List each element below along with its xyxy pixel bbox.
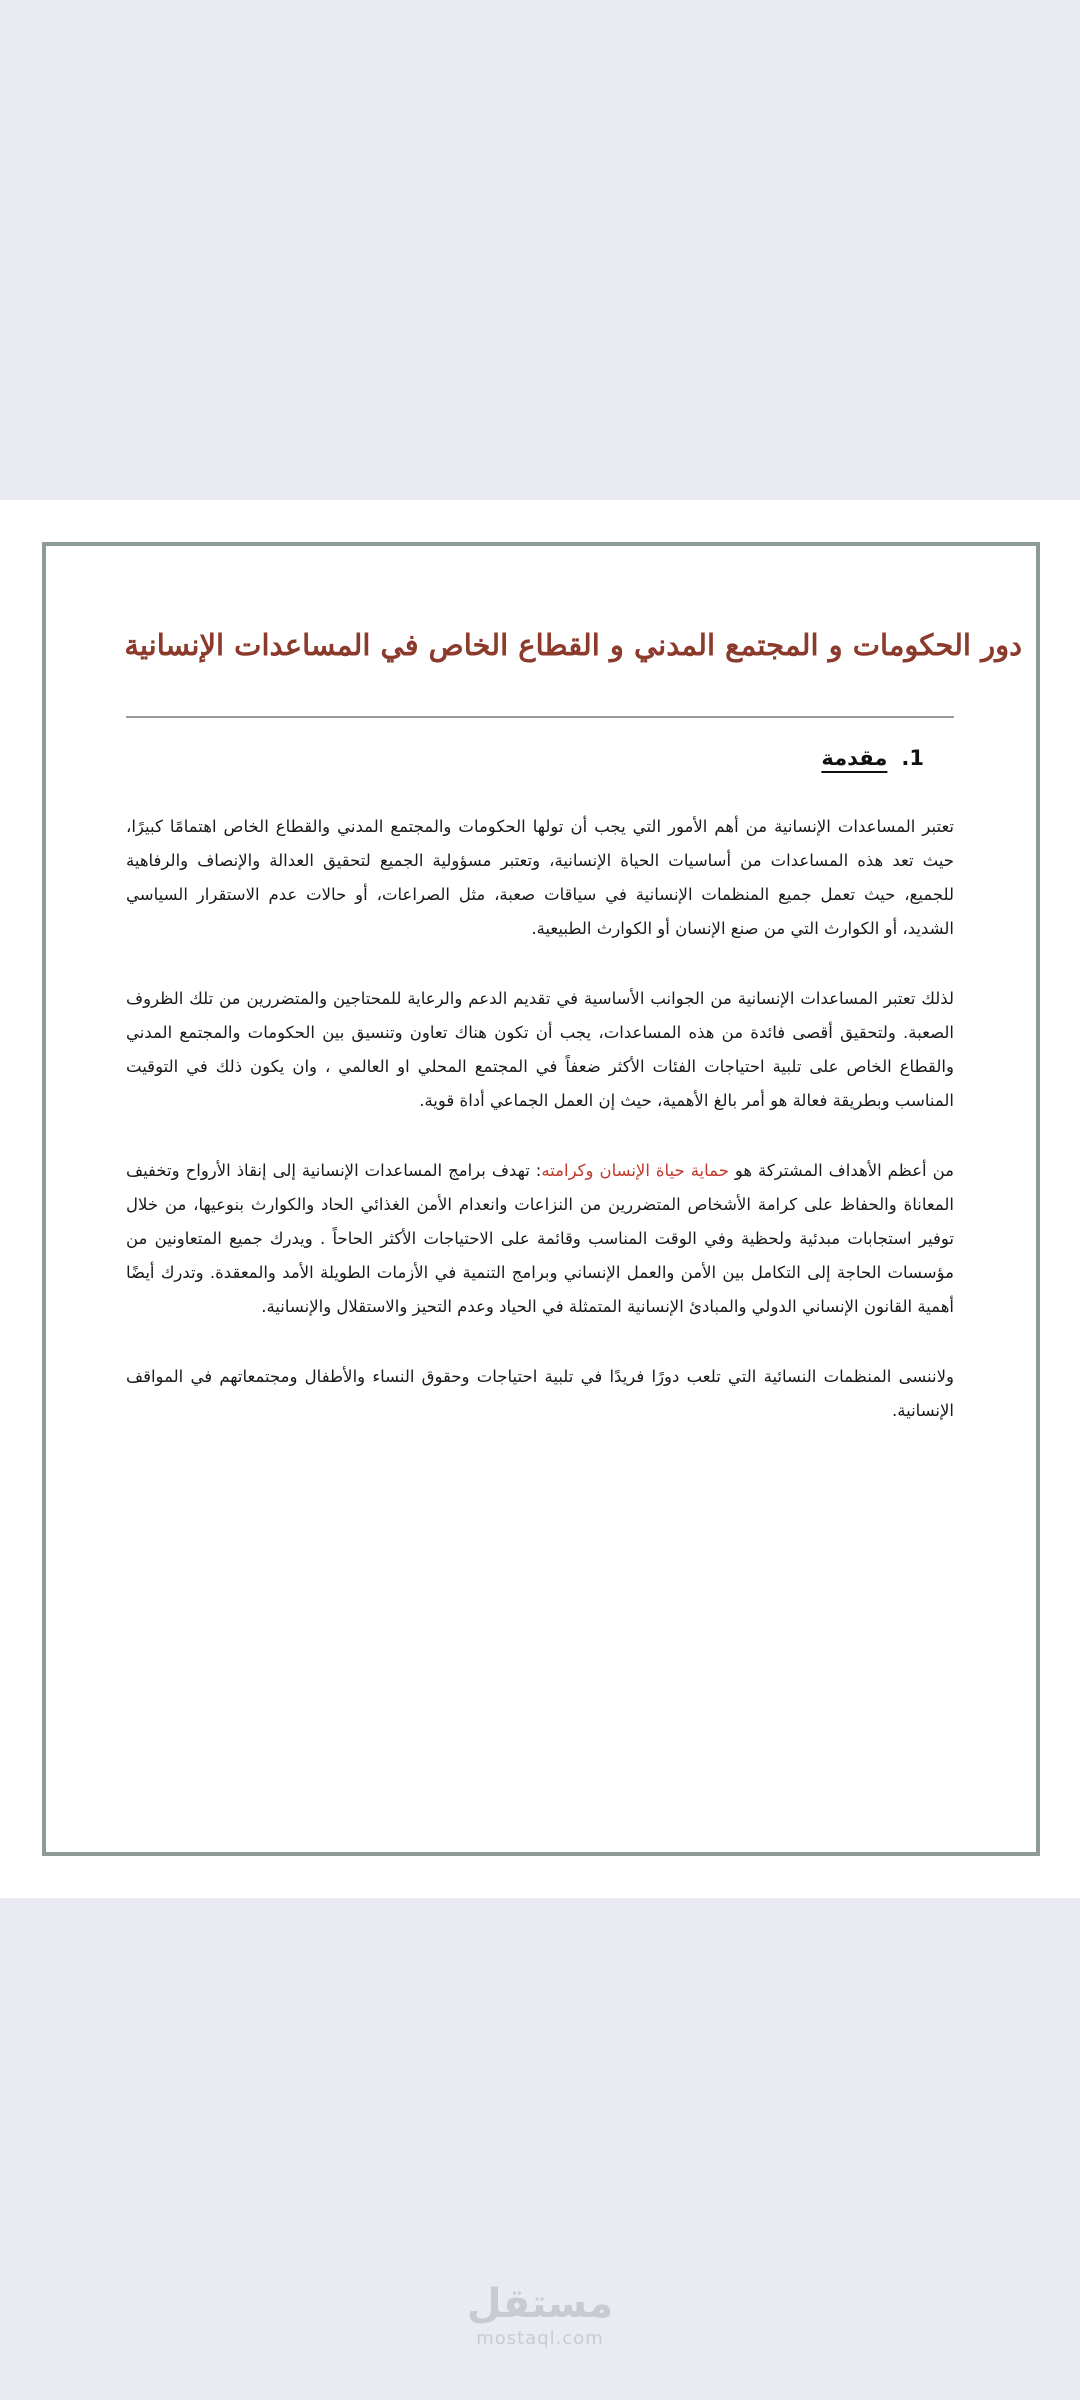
title-divider bbox=[126, 716, 954, 718]
highlighted-phrase: حماية حياة الإنسان وكرامته bbox=[541, 1161, 729, 1180]
paragraph-2: لذلك تعتبر المساعدات الإنسانية من الجوانب الأساسية في تقديم الدعم والرعاية للمحتاجين والمتضررين من تلك الظروف الصعبة. ولتحقيق أقصى فائدة من هذه المساعدات، يجب أن تكون هناك تعاون وتنسيق بين الحكومات والمجتمع المدني والقطاع الخاص على تلبية احتياجات الفئات الأكثر ضعفاً في المجتمع المحلي او العالمي ، وان يكون ذلك في التوقيت المناسب وبطريقة فعالة هو أمر بالغ الأهمية، حيث إن العمل الجماعي أداة قوية. bbox=[126, 989, 954, 1110]
section-heading bbox=[821, 746, 924, 770]
document-body bbox=[126, 810, 954, 1464]
section-number: 1. bbox=[901, 746, 924, 770]
paragraph-3-intro: من أعظم الأهداف المشتركة هو bbox=[728, 1161, 954, 1180]
paragraph-3 bbox=[126, 1154, 954, 1324]
document-page bbox=[0, 500, 1080, 1898]
document-title: دور الحكومات و المجتمع المدني و القطاع الخاص في المساعدات الإنسانية bbox=[124, 628, 1022, 662]
page-border-frame bbox=[42, 542, 1040, 1856]
mostaql-watermark bbox=[0, 2280, 1080, 2350]
paragraph-4: ولاننسى المنظمات النسائية التي تلعب دورًا فريدًا في تلبية احتياجات وحقوق النساء والأطفال ومجتمعاتهم في المواقف الإنسانية. bbox=[126, 1367, 954, 1420]
watermark-latin: mostaql.com bbox=[476, 2328, 604, 2349]
paragraph-1: تعتبر المساعدات الإنسانية من أهم الأمور التي يجب أن تولها الحكومات والمجتمع المدني والقطاع الخاص اهتمامًا كبيرًا، حيث تعد هذه المساعدات من أساسيات الحياة الإنسانية، وتعتبر مسؤولية الجميع لتحقيق العدالة والإنصاف والرفاهية للجميع، حيث تعمل جميع المنظمات الإنسانية في سياقات صعبة، مثل الصراعات، أو حالات عدم الاستقرار السياسي الشديد، أو الكوارث التي من صنع الإنسان أو الكوارث الطبيعية. bbox=[126, 817, 954, 938]
watermark-arabic: مستقل bbox=[466, 2281, 614, 2327]
section-heading-text: مقدمة bbox=[821, 746, 888, 770]
paragraph-3-body: : تهدف برامج المساعدات الإنسانية إلى إنقاذ الأرواح وتخفيف المعاناة والحفاظ على كرامة الأشخاص المتضررين من النزاعات وانعدام الأمن الغذائي الحاد والكوارث بنوعيها، من خلال توفير استجابات مبدئية ولحظية وفي الوقت المناسب وقائمة على الاحتياجات الأكثر الحاحاً . ويدرك جميع المتعاونين من مؤسسات الحاجة إلى التكامل بين الأمن والعمل الإنساني وبرامج التنمية في الأزمات الطويلة الأمد والمعقدة. وتدرك أيضًا أهمية القانون الإنساني الدولي والمبادئ الإنسانية المتمثلة في الحياد وعدم التحيز والاستقلال والإنسانية. bbox=[126, 1161, 954, 1316]
